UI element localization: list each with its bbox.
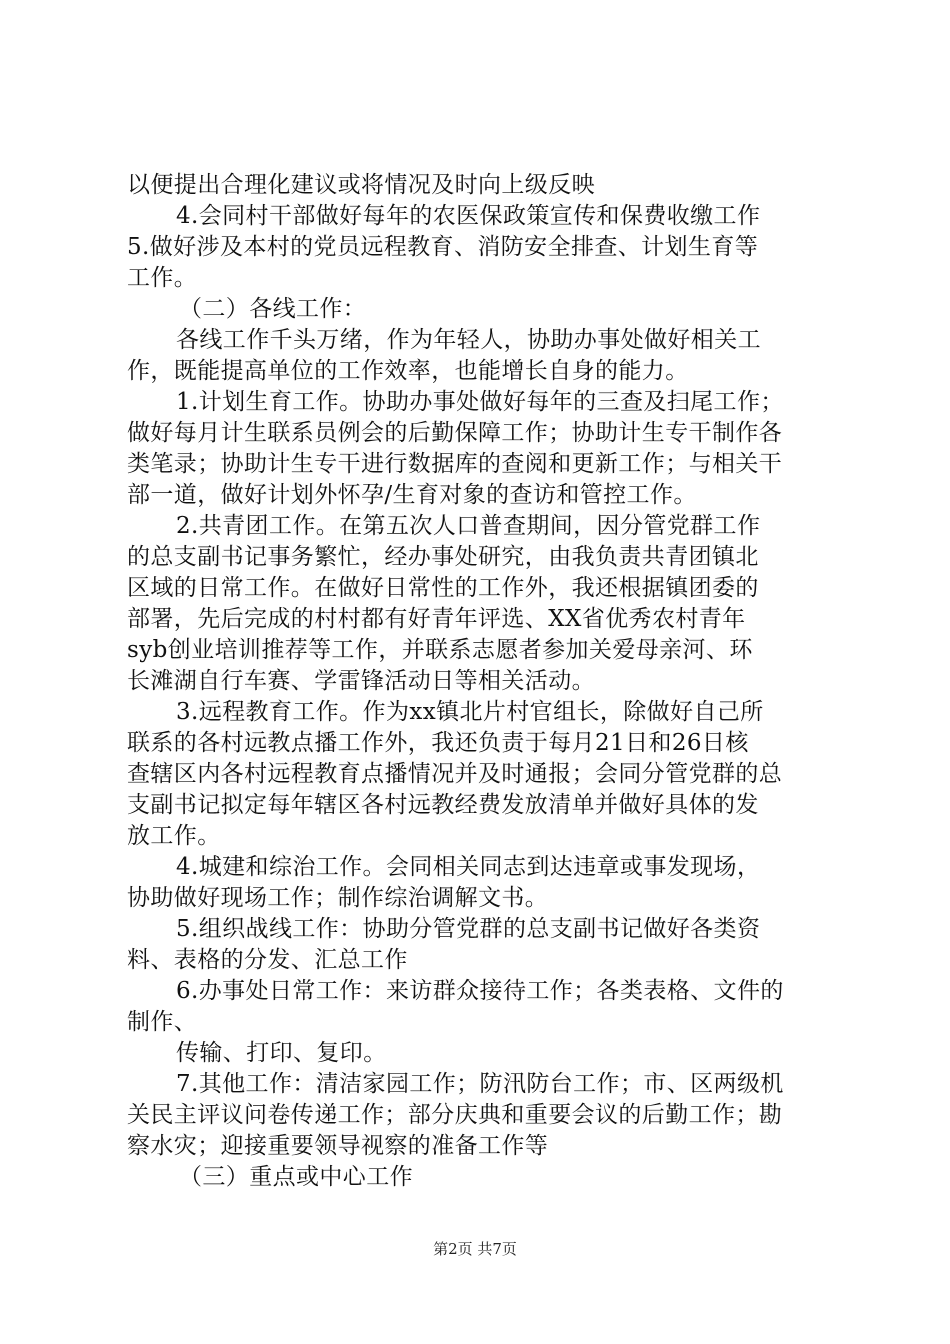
text-line: 关民主评议问卷传递工作；部分庆典和重要会议的后勤工作；勘 [127,1102,783,1128]
text-line: 3.远程教育工作。作为xx镇北片村官组长，除做好自己所 [176,699,764,725]
text-line: 的总支副书记事务繁忙，经办事处研究，由我负责共青团镇北 [127,544,759,570]
text-line: 传输、打印、复印。 [176,1040,387,1066]
text-line: 协助做好现场工作；制作综治调解文书。 [127,885,549,911]
text-line: 联系的各村远教点播工作外，我还负责于每月21日和26日核 [127,730,749,756]
text-line: 支副书记拟定每年辖区各村远教经费发放清单并做好具体的发 [127,792,759,818]
text-line: 做好每月计生联系员例会的后勤保障工作；协助计生专干制作各 [127,420,783,446]
text-line: 部署，先后完成的村村都有好青年评选、XX省优秀农村青年 [127,606,746,632]
text-line: 各线工作千头万绪，作为年轻人，协助办事处做好相关工 [176,327,761,353]
document-body [127,170,831,1193]
text-line: 以便提出合理化建议或将情况及时向上级反映 [127,172,595,198]
page-number-footer: 第2页 共7页 [433,1240,517,1258]
text-line: 类笔录；协助计生专干进行数据库的查阅和更新工作；与相关干 [127,451,783,477]
text-line: 察水灾；迎接重要领导视察的准备工作等 [127,1133,549,1159]
text-line: 6.办事处日常工作：来访群众接待工作；各类表格、文件的 [176,978,784,1004]
text-line: 部一道，做好计划外怀孕/生育对象的查访和管控工作。 [127,482,697,508]
text-line: 2.共青团工作。在第五次人口普查期间，因分管党群工作 [176,513,761,539]
text-line: 长滩湖自行车赛、学雷锋活动日等相关活动。 [127,668,595,694]
text-line: 放工作。 [127,823,221,849]
text-line: 5.组织战线工作：协助分管党群的总支副书记做好各类资 [176,916,761,942]
text-line: 料、表格的分发、汇总工作 [127,947,408,973]
text-line: 7.其他工作：清洁家园工作；防汛防台工作；市、区两级机 [176,1071,784,1097]
text-line: syb创业培训推荐等工作，并联系志愿者参加关爱母亲河、环 [127,637,753,663]
text-line: 制作、 [127,1009,198,1035]
text-line: 4.城建和综治工作。会同相关同志到达违章或事发现场， [176,854,761,880]
text-line: 作，既能提高单位的工作效率，也能增长自身的能力。 [127,358,689,384]
section-heading: （三）重点或中心工作 [179,1164,413,1190]
text-line: 查辖区内各村远程教育点播情况并及时通报；会同分管党群的总 [127,761,783,787]
text-line: 工作。 [127,265,198,291]
text-line: 区域的日常工作。在做好日常性的工作外，我还根据镇团委的 [127,575,759,601]
section-heading: （二）各线工作： [179,296,367,322]
text-line: 1.计划生育工作。协助办事处做好每年的三查及扫尾工作； [176,389,784,415]
text-line: 4.会同村干部做好每年的农医保政策宣传和保费收缴工作 [176,203,761,229]
text-line: 5.做好涉及本村的党员远程教育、消防安全排查、计划生育等 [127,234,759,260]
